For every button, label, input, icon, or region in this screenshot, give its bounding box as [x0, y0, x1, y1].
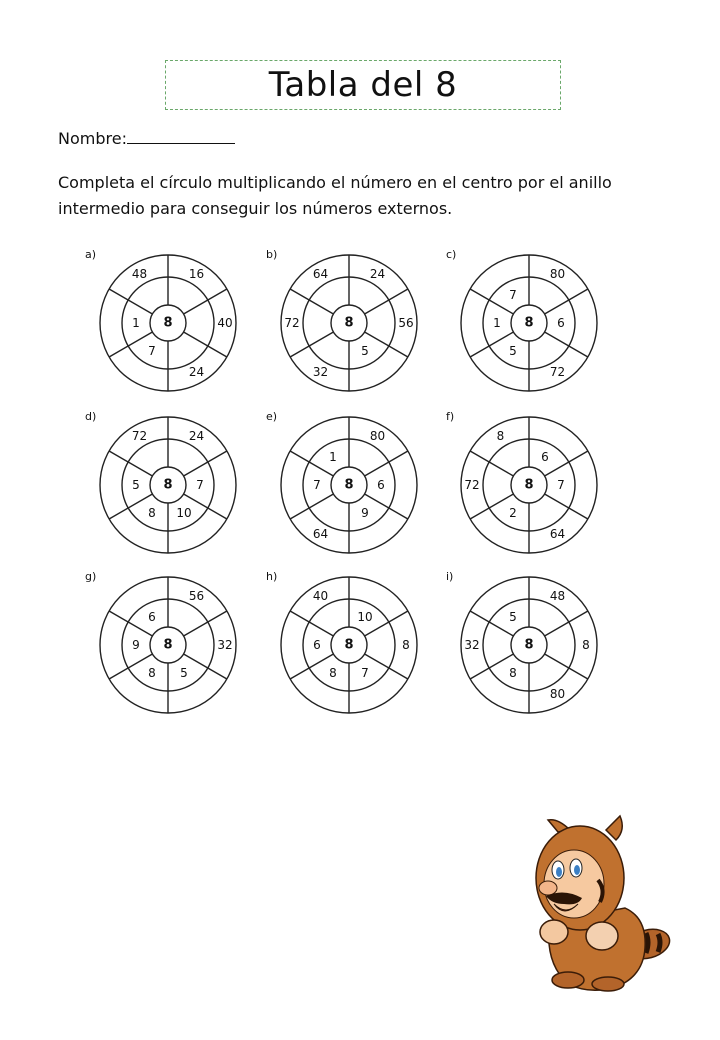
wheel-outer-cell: 48	[549, 588, 566, 603]
wheel-inner-cell: 7	[557, 478, 565, 492]
wheel-center-number: 8	[344, 637, 354, 653]
wheel-spoke	[365, 332, 408, 357]
wheel-spoke	[545, 332, 588, 357]
wheel-inner-cell: 1	[132, 316, 140, 330]
wheel-spoke	[109, 611, 152, 636]
name-blank-line[interactable]	[127, 129, 235, 144]
wheel-outer-cell: 48	[131, 266, 148, 281]
multiplication-wheel	[85, 410, 239, 556]
wheel-spoke	[184, 611, 227, 636]
wheel-inner-cell: 6	[148, 610, 156, 625]
wheel-outer-cell: 24	[188, 428, 205, 443]
wheel-spoke	[470, 494, 513, 519]
wheel-inner-cell: 9	[132, 638, 140, 652]
wheel-inner-cell: 8	[148, 665, 156, 680]
multiplication-wheel	[266, 248, 420, 394]
wheel-inner-cell: 7	[313, 478, 321, 492]
multiplication-wheel	[85, 248, 239, 394]
instructions: Completa el círculo multiplicando el número en el centro por el anillo intermedio para conseguir los números externos.	[58, 173, 612, 218]
wheel-letter-label: h)	[266, 570, 278, 583]
wheel-inner-cell: 5	[132, 478, 140, 492]
wheel-spoke	[290, 289, 333, 314]
wheel-spoke	[365, 289, 408, 314]
multiplication-wheel	[446, 248, 600, 394]
wheel-spoke	[470, 611, 513, 636]
wheel-inner-cell: 7	[509, 288, 517, 303]
wheel-spoke	[470, 289, 513, 314]
wheel-spoke	[109, 654, 152, 679]
wheel-outer-cell: 24	[369, 266, 386, 281]
wheel-spoke	[365, 494, 408, 519]
wheel-center-number: 8	[524, 315, 534, 331]
multiplication-wheel	[446, 410, 600, 556]
wheel-outer-cell: 40	[312, 588, 329, 603]
wheel-outer-cell: 56	[188, 588, 205, 603]
wheel-letter-label: c)	[446, 248, 457, 261]
wheel-inner-cell: 7	[196, 478, 204, 492]
wheel-spoke	[109, 332, 152, 357]
name-label: Nombre:	[58, 129, 127, 148]
wheel-inner-cell: 6	[541, 450, 549, 465]
wheel-spoke	[109, 289, 152, 314]
wheel-inner-cell: 10	[357, 610, 373, 625]
wheel-spoke	[545, 654, 588, 679]
wheel-spoke	[290, 332, 333, 357]
wheel-inner-cell: 8	[329, 665, 337, 680]
wheel-inner-cell: 8	[509, 665, 517, 680]
wheel-outer-cell: 64	[549, 527, 566, 542]
wheel-center-number: 8	[163, 477, 173, 493]
wheel-outer-cell: 32	[217, 638, 233, 652]
wheel-outer-cell: 64	[312, 266, 329, 281]
wheel-inner-cell: 7	[148, 343, 156, 358]
wheel-spoke	[184, 289, 227, 314]
wheel-outer-cell: 40	[217, 316, 233, 330]
wheel-spoke	[365, 451, 408, 476]
wheel-letter-label: g)	[85, 570, 97, 583]
wheel-outer-cell: 8	[582, 638, 590, 652]
multiplication-wheel	[266, 410, 420, 556]
wheel-spoke	[290, 451, 333, 476]
wheel-outer-cell: 80	[549, 266, 566, 281]
multiplication-wheel	[446, 570, 600, 716]
wheel-inner-cell: 10	[176, 505, 192, 520]
wheel-spoke	[184, 332, 227, 357]
wheel-inner-cell: 5	[180, 665, 188, 680]
page-title: Tabla del 8	[268, 65, 458, 105]
wheel-letter-label: a)	[85, 248, 97, 261]
wheel-outer-cell: 32	[312, 365, 329, 380]
wheel-outer-cell: 32	[464, 638, 480, 652]
wheel-inner-cell: 5	[509, 610, 517, 625]
wheel-spoke	[470, 654, 513, 679]
wheel-inner-cell: 2	[509, 505, 517, 520]
wheel-spoke	[290, 494, 333, 519]
wheel-spoke	[290, 611, 333, 636]
tanooki-mascot-illustration	[528, 812, 678, 992]
wheel-center-number: 8	[524, 637, 534, 653]
wheel-inner-cell: 5	[509, 343, 517, 358]
wheel-spoke	[545, 289, 588, 314]
wheel-inner-cell: 8	[148, 505, 156, 520]
wheel-letter-label: f)	[446, 410, 455, 423]
wheel-letter-label: b)	[266, 248, 278, 261]
wheel-inner-cell: 7	[361, 665, 369, 680]
wheel-spoke	[290, 654, 333, 679]
wheel-center-number: 8	[163, 637, 173, 653]
name-field	[58, 129, 235, 148]
wheel-outer-cell: 24	[188, 365, 205, 380]
wheel-spoke	[184, 654, 227, 679]
multiplication-wheel	[85, 570, 239, 716]
wheel-spoke	[184, 451, 227, 476]
wheel-center-number: 8	[163, 315, 173, 331]
wheel-spoke	[545, 451, 588, 476]
wheel-outer-cell: 80	[549, 687, 566, 702]
wheel-inner-cell: 9	[361, 505, 369, 520]
wheel-spoke	[545, 611, 588, 636]
multiplication-wheel	[266, 570, 420, 716]
wheel-outer-cell: 72	[549, 365, 566, 380]
wheel-letter-label: e)	[266, 410, 278, 423]
wheel-outer-cell: 64	[312, 527, 329, 542]
wheel-outer-cell: 72	[284, 316, 300, 330]
wheel-outer-cell: 72	[464, 478, 480, 492]
wheel-spoke	[365, 654, 408, 679]
wheel-spoke	[109, 494, 152, 519]
wheel-center-number: 8	[344, 477, 354, 493]
wheel-center-number: 8	[344, 315, 354, 331]
wheel-spoke	[109, 451, 152, 476]
wheel-inner-cell: 1	[329, 450, 337, 465]
wheel-inner-cell: 6	[557, 316, 565, 330]
wheel-spoke	[470, 332, 513, 357]
wheel-outer-cell: 16	[188, 266, 205, 281]
title-box	[165, 60, 561, 110]
wheel-inner-cell: 1	[493, 316, 501, 330]
wheel-outer-cell: 8	[402, 638, 410, 652]
wheel-letter-label: i)	[446, 570, 454, 583]
wheel-outer-cell: 56	[398, 316, 414, 330]
wheel-letter-label: d)	[85, 410, 97, 423]
wheel-center-number: 8	[524, 477, 534, 493]
wheel-outer-cell: 80	[369, 428, 386, 443]
wheel-inner-cell: 6	[377, 478, 385, 492]
wheel-outer-cell: 8	[496, 428, 505, 443]
wheel-inner-cell: 5	[361, 343, 369, 358]
wheel-inner-cell: 6	[313, 638, 321, 652]
wheel-spoke	[470, 451, 513, 476]
wheel-outer-cell: 72	[131, 428, 148, 443]
wheel-spoke	[545, 494, 588, 519]
